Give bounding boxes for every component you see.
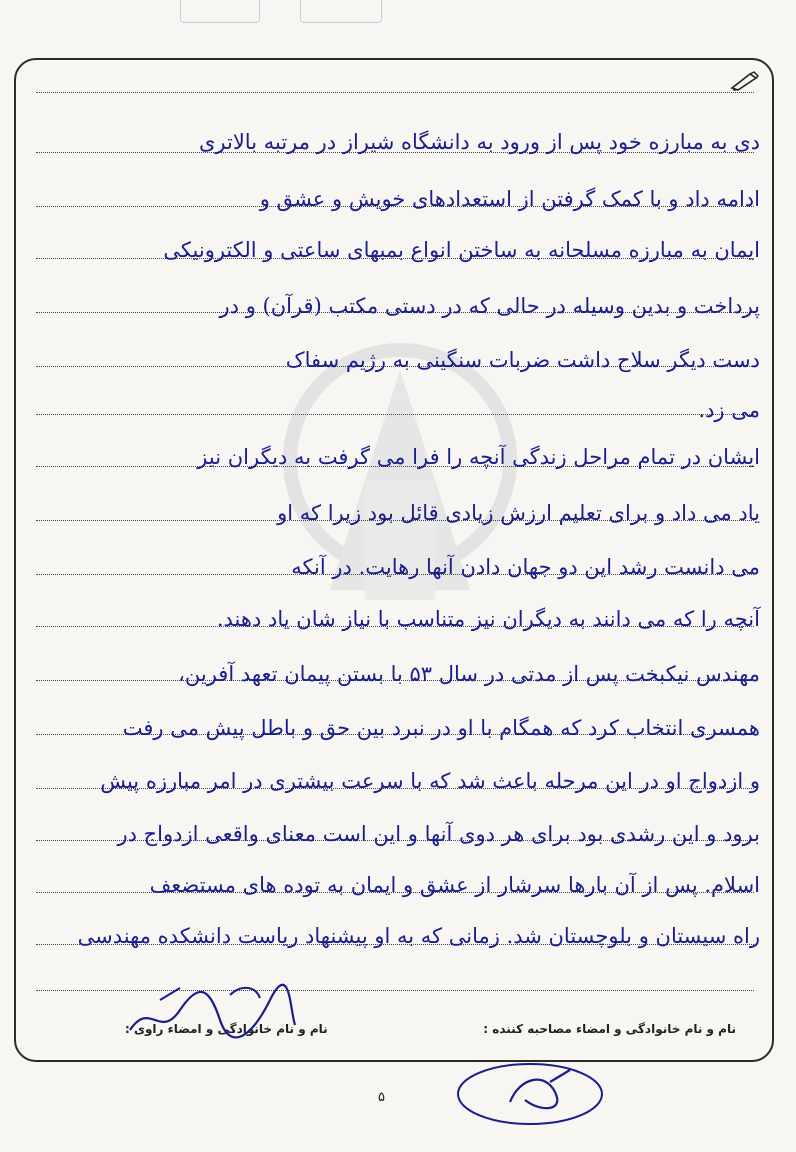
- pen-icon: [730, 70, 760, 92]
- handwritten-line: همسری انتخاب کرد که همگام با او در نبرد بین حق و باطل پیش می رفت: [122, 716, 760, 740]
- handwritten-line: آنچه را که می دانند به دیگران نیز متناسب با نیاز شان یاد دهند.: [216, 607, 760, 631]
- page-number: ۵: [378, 1090, 385, 1105]
- handwritten-line: می دانست رشد این دو جهان دادن آنها رهایت. در آنکه: [291, 555, 760, 579]
- handwritten-line: اسلام. پس از آن بارها سرشار از عشق و ایمان به توده های مستضعف: [149, 873, 760, 897]
- top-stamp-box: [180, 0, 260, 23]
- handwritten-line: راه سیستان و بلوچستان شد. زمانی که به او پیشنهاد ریاست دانشکده مهندسی: [77, 924, 760, 948]
- handwritten-line: ادامه داد و با کمک گرفتن از استعدادهای خویش و عشق و: [259, 187, 760, 211]
- watermark-emblem: [270, 330, 530, 630]
- narrator-signature: [120, 980, 300, 1050]
- handwritten-line: مهندس نیکبخت پس از مدتی در سال ۵۳ با بستن پیمان تعهد آفرین،: [178, 662, 760, 686]
- handwritten-line: ایمان به مبارزه مسلحانه به ساختن انواع بمبهای ساعتی و الکترونیکی: [163, 238, 760, 262]
- handwritten-line: ایشان در تمام مراحل زندگی آنچه را فرا می گرفت به دیگران نیز: [197, 445, 760, 469]
- handwritten-line: دی به مبارزه خود پس از ورود به دانشگاه شیراز در مرتبه بالاتری: [198, 130, 760, 154]
- handwritten-line: پرداخت و بدین وسیله در حالی که در دستی مکتب (قرآن) و در: [219, 294, 760, 318]
- top-stamp-box: [300, 0, 382, 23]
- ruled-line: [36, 92, 754, 93]
- interviewer-signature-label: نام و نام خانوادگی و امضاء مصاحبه کننده :: [483, 1022, 736, 1036]
- handwritten-line: برود و این رشدی بود برای هر دوی آنها و این است معنای واقعی ازدواج در: [117, 822, 760, 846]
- interviewer-signature: [450, 1052, 620, 1132]
- handwritten-line: می زد.: [698, 398, 760, 422]
- handwritten-line: و ازدواج او در این مرحله باعث شد که با سرعت بیشتری در امر مبارزه پیش: [100, 769, 760, 793]
- narrator-signature-label: نام و نام خانوادگی و امضاء راوی :: [125, 1022, 328, 1036]
- handwritten-line: دست دیگر سلاح داشت ضربات سنگینی به رژیم سفاک: [285, 348, 760, 372]
- handwritten-line: یاد می داد و برای تعلیم ارزش زیادی قائل بود زیرا که او: [277, 501, 760, 525]
